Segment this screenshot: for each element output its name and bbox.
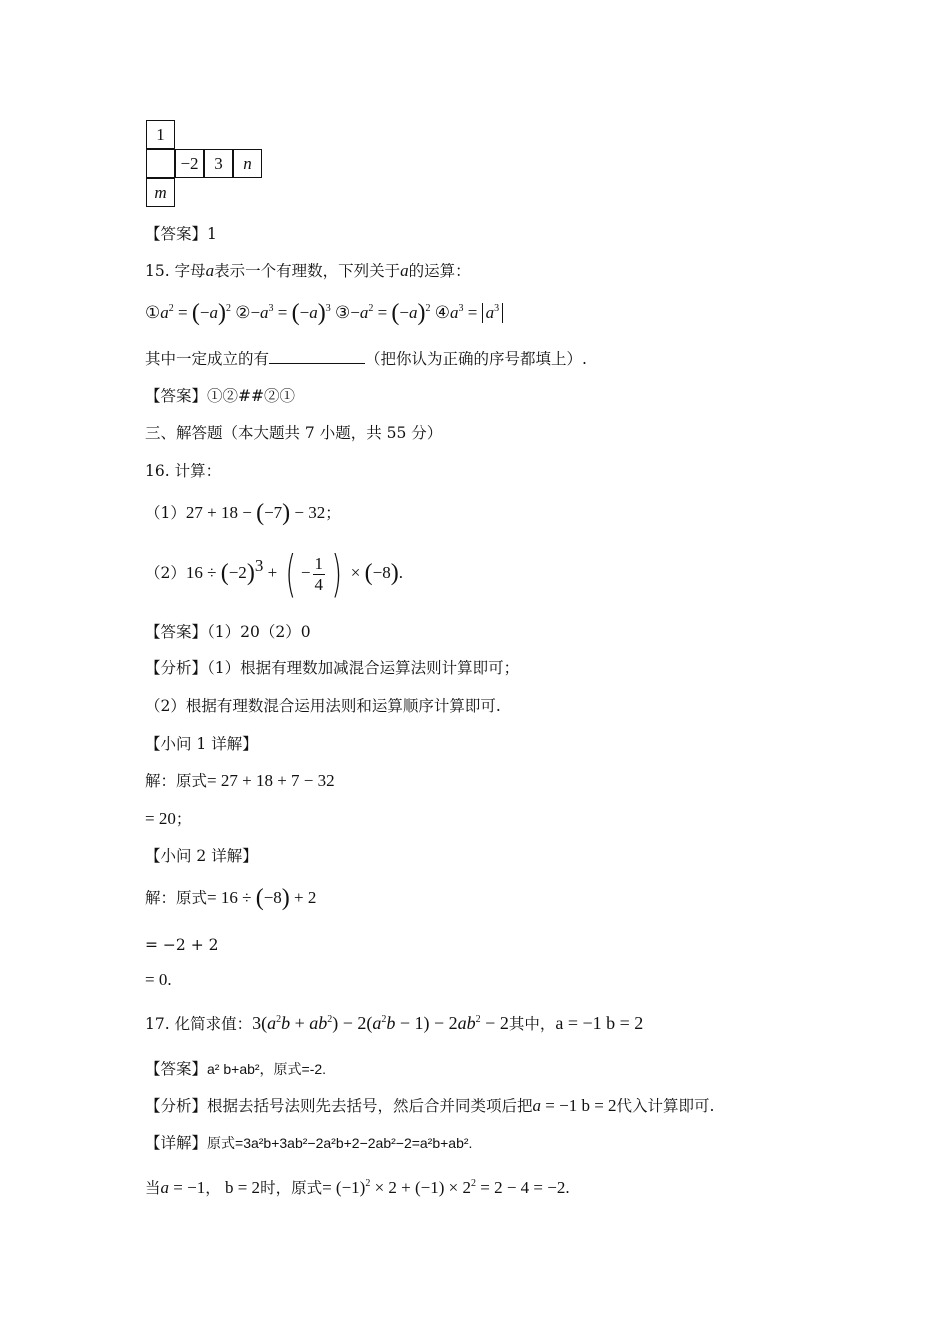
analysis-16: 【分析】（1）根据有理数加减混合运算法则计算即可； <box>145 659 520 677</box>
final-evaluation: 当a = −1， b = 2时，原式= $(-1)^2 \times 2 + (-1) \times 2^2 = 2 - 4 = -2$. <box>145 1178 570 1197</box>
solution-2-line-3: = 0. <box>145 970 172 989</box>
answer-16: 【答案】（1）20（2）0 <box>145 623 311 641</box>
section-3-heading: 三、解答题（本大题共 7 小题，共 55 分） <box>145 424 443 442</box>
fraction-one-quarter: $\frac{1}{4}$ <box>314 553 324 594</box>
answer-14: 【答案】1 <box>145 225 217 243</box>
question-17: 17. 化简求值：$3(a^2b + ab^2) - 2(a^2b - 1) - 2ab^2 - 2$其中，a = −1 b = 2 <box>145 1013 644 1033</box>
answer-17: 【答案】a² b+ab²，原式=-2. <box>145 1060 327 1078</box>
detail-17: 【详解】原式=3a²b+3ab²−2a²b+2−2ab²−2=a²b+ab². <box>145 1134 473 1152</box>
question-16-part-2: $(2)16 \div (-2)^3$ + ( − $\frac{1}{4}$ ) × (−8). <box>145 545 403 603</box>
grid-cell-1: 1 <box>146 120 175 149</box>
grid-cell-2 <box>146 149 175 178</box>
question-16-part-1: （1）27 + 18 − (−7) − 32； <box>145 500 341 526</box>
analysis-17: 【分析】根据去括号法则先去括号，然后合并同类项后把a = −1 b = 2代入计算即可. <box>145 1096 715 1115</box>
cube-net-figure <box>146 120 266 210</box>
question-16-title: 16. 计算： <box>145 462 222 480</box>
grid-cell-3: −2 <box>175 149 204 178</box>
solution-2-line-1: 解：原式= 16 ÷ (−8) + 2 <box>145 885 317 911</box>
analysis-16-part-2: （2）根据有理数混合运用法则和运算顺序计算即可. <box>145 697 501 715</box>
solution-2-line-2: = −2 + 2 <box>145 936 219 954</box>
solution-1-line-1: 解：原式= 27 + 18 + 7 − 32 <box>145 771 335 790</box>
grid-cell-5: n <box>233 149 262 178</box>
grid-cell-6: m <box>146 178 175 207</box>
question-15-fill: 其中一定成立的有 （把你认为正确的序号都填上）. <box>145 350 587 368</box>
grid-cell-4: 3 <box>204 149 233 178</box>
answer-blank <box>269 349 365 364</box>
sub-question-2-title: 【小问 2 详解】 <box>145 847 258 865</box>
solution-1-line-2: = 20； <box>145 809 192 828</box>
answer-15: 【答案】①②##②① <box>145 387 295 405</box>
question-15-expressions: $①a^2 = (-a)^2$ $②-a^3 = (-a)^3$ $③-a^2 = (-a)^2$ $④a^3 = a^3$ <box>145 302 503 324</box>
question-15: 15. 字母a表示一个有理数，下列关于a的运算： <box>145 261 471 280</box>
sub-question-1-title: 【小问 1 详解】 <box>145 735 258 753</box>
